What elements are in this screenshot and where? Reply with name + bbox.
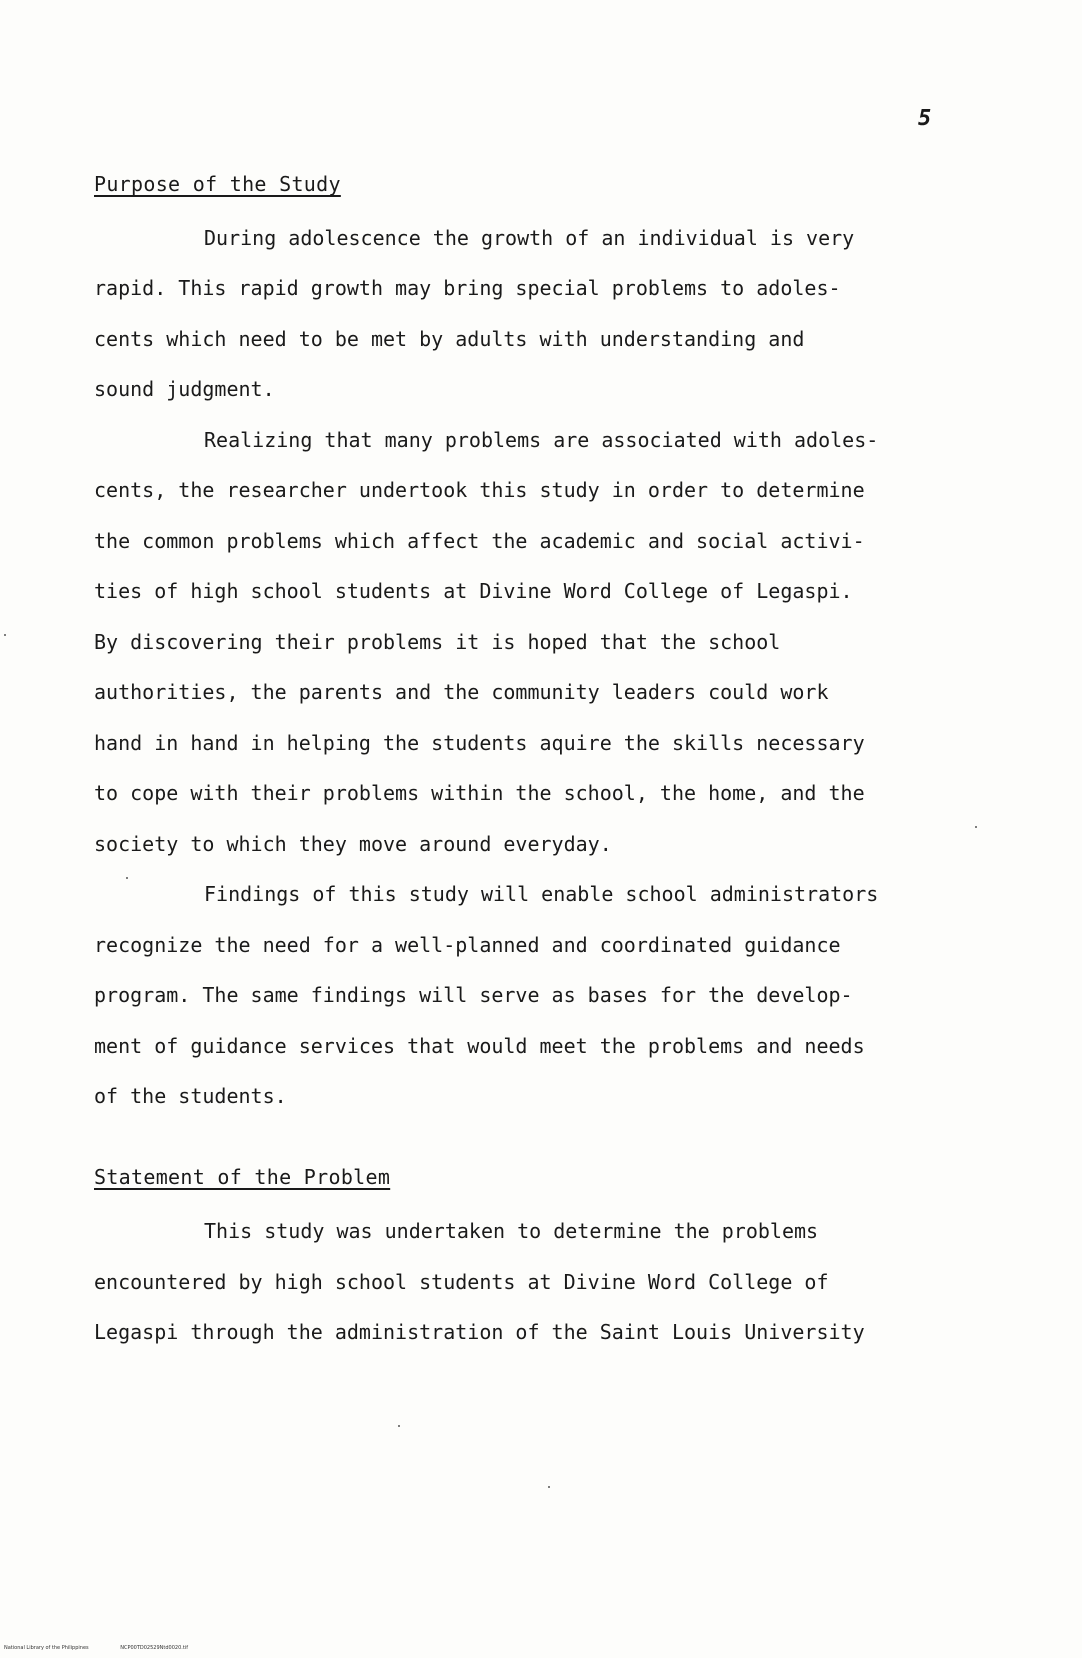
scan-speck (548, 1486, 550, 1488)
paragraph-line: This study was undertaken to determine the problems (204, 1219, 819, 1243)
paragraph-line: society to which they move around everyday. (94, 832, 612, 856)
paragraph-line: Realizing that many problems are associated with adoles- (204, 428, 879, 452)
paragraph-line: ties of high school students at Divine Word College of Legaspi. (94, 579, 853, 603)
paragraph-line: sound judgment. (94, 377, 275, 401)
paragraph-line: rapid. This rapid growth may bring special problems to adoles- (94, 276, 841, 300)
paragraph-line: program. The same findings will serve as bases for the develop- (94, 983, 853, 1007)
paragraph-line: By discovering their problems it is hoped that the school (94, 630, 781, 654)
paragraph-line: Findings of this study will enable school administrators (204, 882, 879, 906)
footer-code: NCP00TD02529Ntd0020.tif (120, 1645, 188, 1651)
paragraph-line: cents which need to be met by adults with understanding and (94, 327, 805, 351)
paragraph-line: Legaspi through the administration of the Saint Louis University (94, 1320, 865, 1344)
paragraph-line: of the students. (94, 1084, 287, 1108)
paragraph-line: the common problems which affect the academic and social activi- (94, 529, 865, 553)
paragraph-line: cents, the researcher undertook this study in order to determine (94, 478, 865, 502)
scan-speck (4, 634, 6, 636)
section-heading-problem: Statement of the Problem (94, 1165, 391, 1189)
paragraph-line: encountered by high school students at Divine Word College of (94, 1270, 829, 1294)
footer-library: National Library of the Philippines (4, 1645, 89, 1651)
page-number: 5 (918, 106, 932, 131)
scan-speck (975, 826, 977, 828)
paragraph-line: During adolescence the growth of an individual is very (204, 226, 855, 250)
paragraph-line: authorities, the parents and the community leaders could work (94, 680, 829, 704)
paragraph-line: ment of guidance services that would meet the problems and needs (94, 1034, 865, 1058)
scan-speck (126, 877, 128, 879)
paragraph-line: to cope with their problems within the school, the home, and the (94, 781, 865, 805)
paragraph-line: recognize the need for a well-planned and coordinated guidance (94, 933, 841, 957)
scan-footer (4, 1645, 188, 1651)
section-heading-purpose: Purpose of the Study (94, 172, 341, 196)
paragraph-line: hand in hand in helping the students aquire the skills necessary (94, 731, 865, 755)
scan-speck (398, 1425, 400, 1427)
